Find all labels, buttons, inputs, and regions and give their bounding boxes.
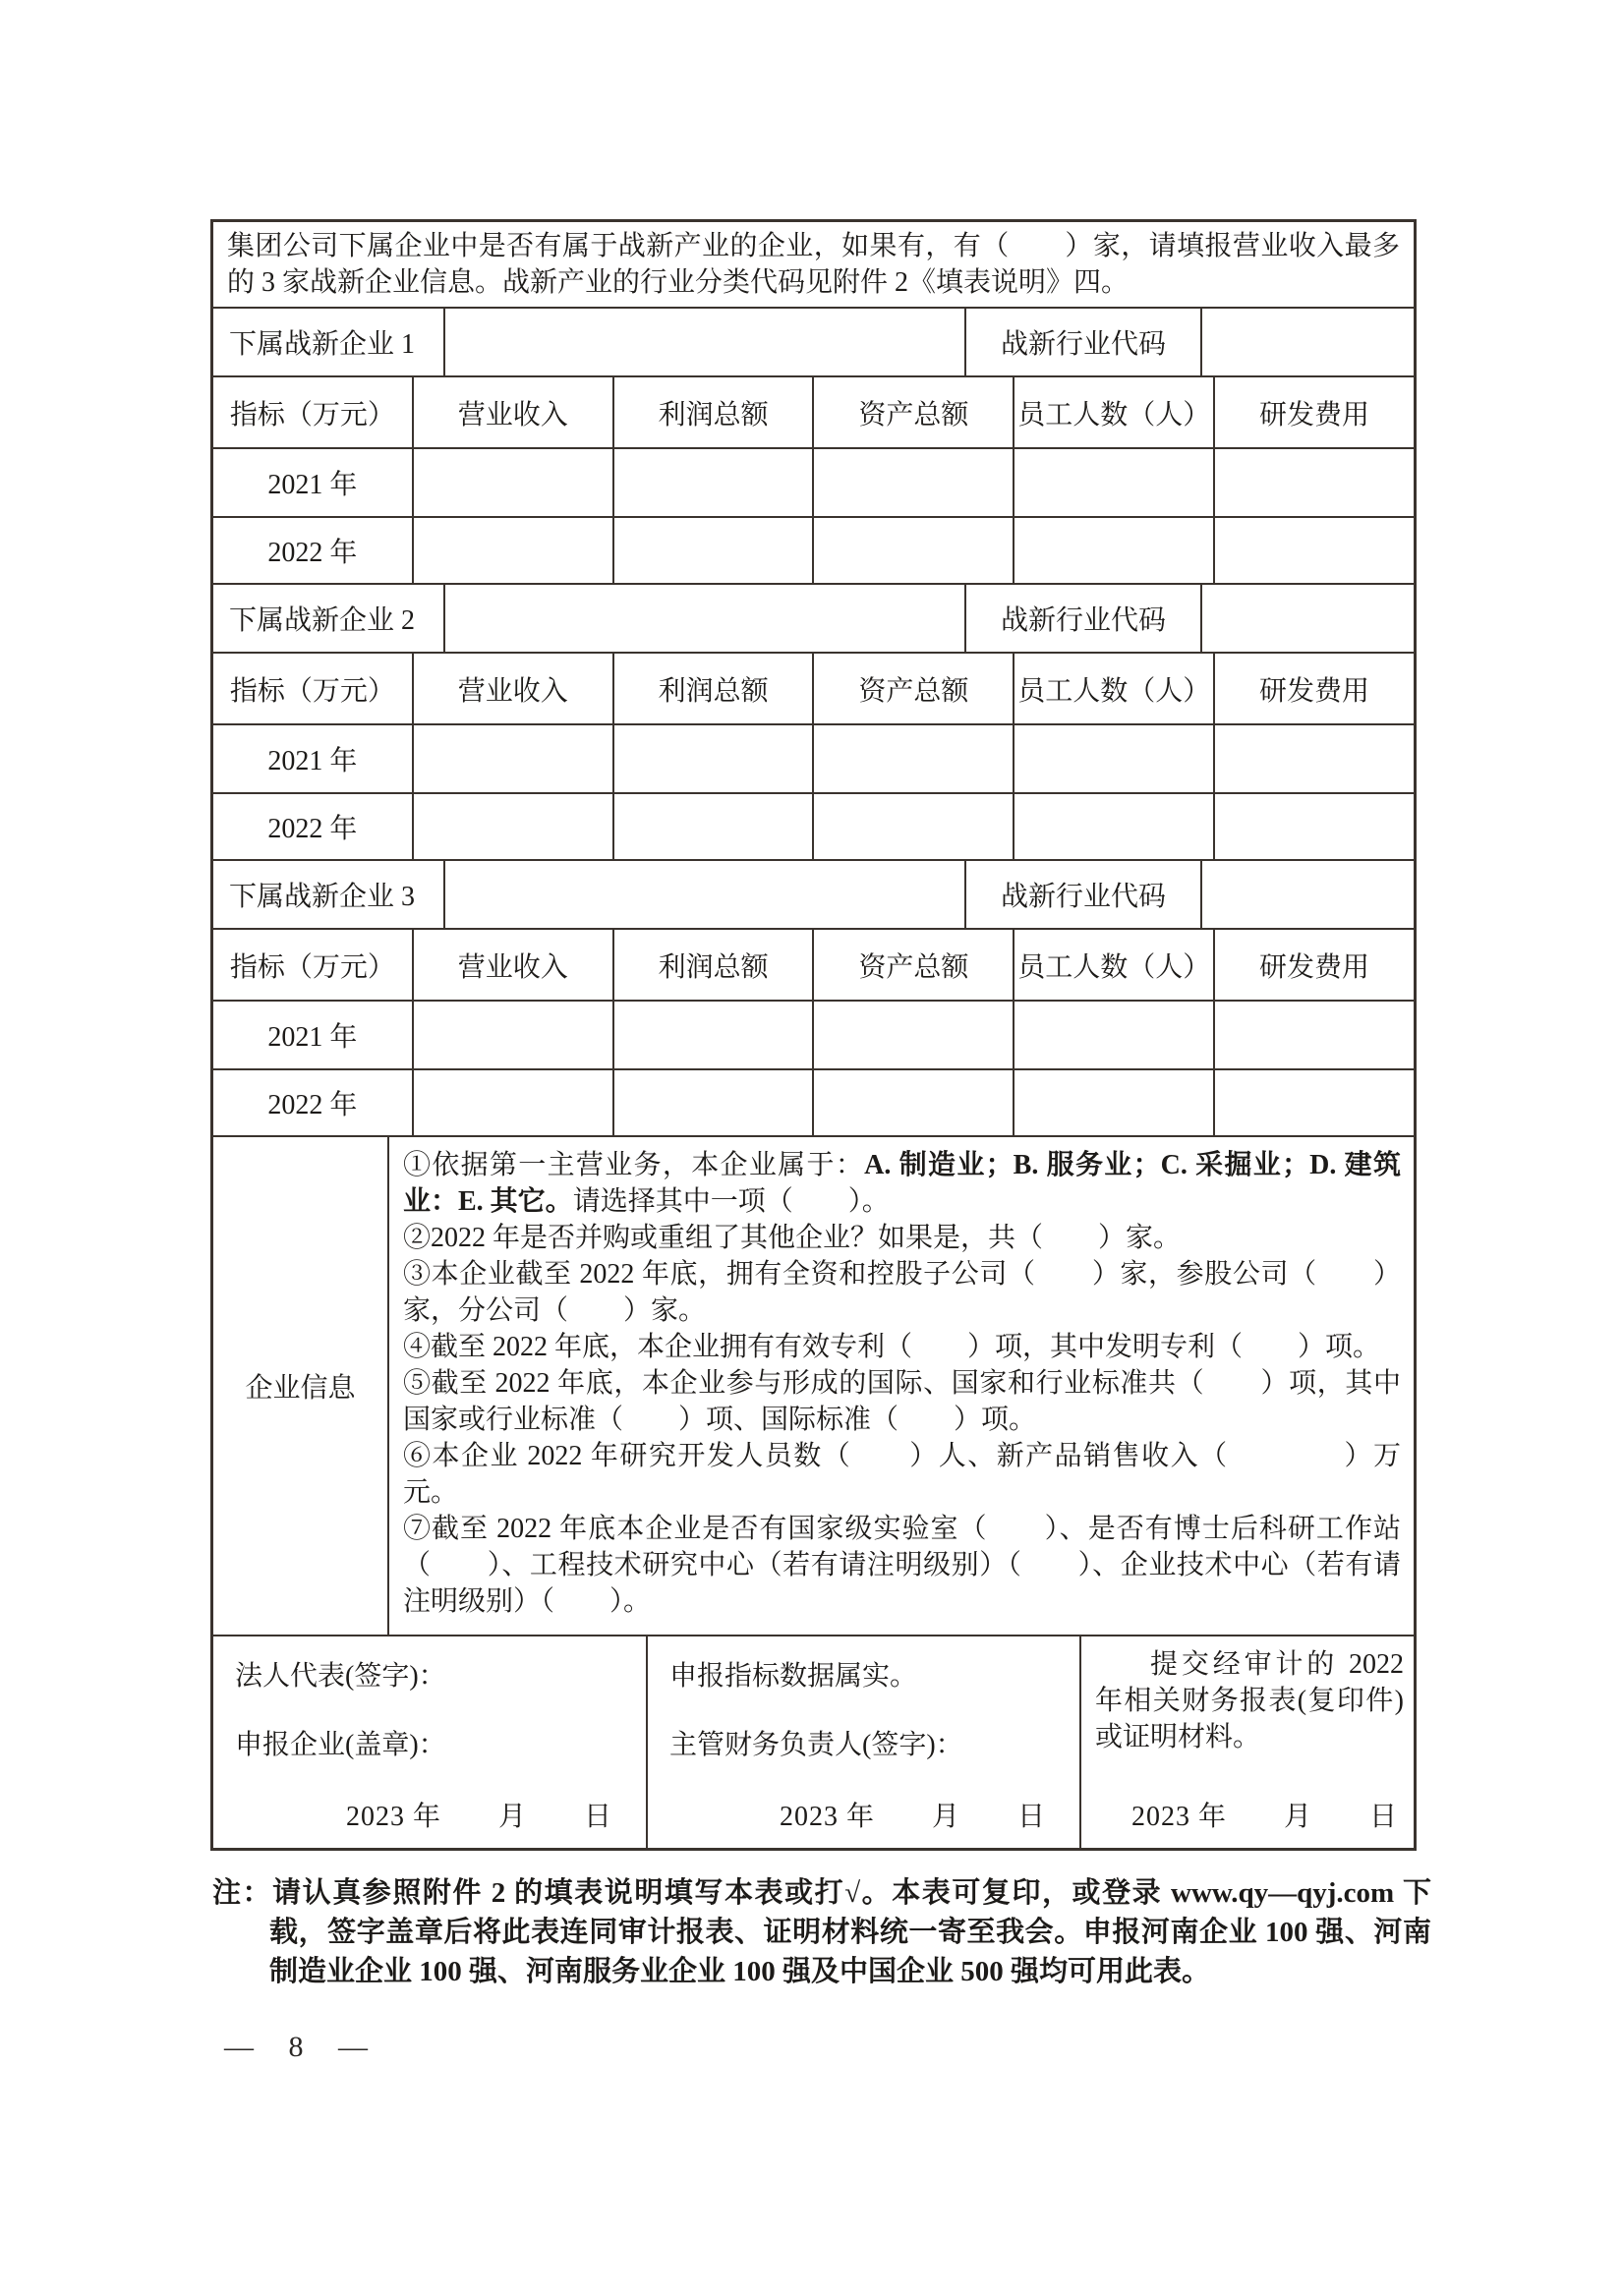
enterprise-3-year-2022-row — [213, 1070, 1414, 1137]
intro-cell — [213, 222, 1414, 307]
year-label: 2021 年 — [213, 725, 414, 792]
audited-report-statement: 提交经审计的 2022 年相关财务报表(复印件)或证明材料。 — [1095, 1649, 1404, 1752]
enterprise-3-label: 下属战新企业 3 — [213, 861, 445, 928]
metric-value-field — [814, 449, 1014, 516]
metric-value-field — [614, 794, 815, 859]
enterprise-2-name-row — [213, 585, 1414, 654]
enterprise-2-name-field — [445, 585, 966, 652]
metrics-header-cell: 研发费用 — [1259, 951, 1370, 983]
metrics-header-cell: 营业收入 — [414, 377, 614, 447]
enterprise-1-name-row — [213, 309, 1414, 377]
signature-legal-rep-cell — [213, 1636, 648, 1848]
metric-value-field — [414, 518, 614, 583]
audited-report-cell — [1081, 1636, 1414, 1848]
enterprise-1-metrics-header — [213, 377, 1414, 449]
company-info-item-7: ⑦截至 2022 年底本企业是否有国家级实验室（ ）、是否有博士后科研工作站（ ）、工程技术研究中心（若有请注明级别）（ ）、企业技术中心（若有请注明级别）（ ）。 — [403, 1514, 1401, 1617]
enterprise-3-year-2021-row — [213, 1002, 1414, 1070]
metric-value-field — [614, 1002, 815, 1068]
metrics-header-cell: 指标（万元） — [213, 654, 414, 723]
metric-value-field — [1215, 449, 1414, 516]
metrics-header-cell: 研发费用 — [1259, 399, 1370, 430]
metric-value-field — [614, 449, 815, 516]
company-info-item-1-pre: ①依据第一主营业务，本企业属于： — [403, 1150, 865, 1180]
signature-date: 2023 年 月 日 — [1130, 1802, 1398, 1832]
metric-value-field — [414, 1070, 614, 1135]
finance-head-signature-label: 主管财务负责人(签字)： — [669, 1730, 963, 1760]
enterprise-1-name-field — [445, 309, 966, 375]
year-label: 2022 年 — [213, 518, 414, 583]
company-info-item-5: ⑤截至 2022 年底，本企业参与形成的国际、国家和行业标准共（ ）项，其中国家或行业标准（ ）项、国际标准（ ）项。 — [403, 1368, 1401, 1435]
company-info-item-4: ④截至 2022 年底，本企业拥有有效专利（ ）项，其中发明专利（ ）项。 — [403, 1332, 1381, 1362]
year-label: 2022 年 — [213, 794, 414, 859]
industry-code-label: 战新行业代码 — [966, 861, 1202, 928]
metrics-header-cell: 营业收入 — [414, 654, 614, 723]
metrics-header-cell: 资产总额 — [814, 654, 1014, 723]
metric-value-field — [614, 1070, 815, 1135]
year-label: 2022 年 — [213, 1070, 414, 1135]
intro-text: 集团公司下属企业中是否有属于战新产业的企业，如果有，有（ ）家，请填报营业收入最多的 3 家战新企业信息。战新产业的行业分类代码见附件 2《填表说明》四。 — [227, 231, 1400, 298]
metric-value-field — [814, 518, 1014, 583]
company-info-item-1 — [403, 1147, 1401, 1220]
enterprise-3-name-row — [213, 861, 1414, 930]
metric-value-field — [614, 518, 815, 583]
year-label: 2021 年 — [213, 1002, 414, 1068]
metrics-header-cell: 资产总额 — [814, 377, 1014, 447]
metric-value-field — [814, 794, 1014, 859]
signature-row — [213, 1636, 1414, 1848]
footnote: 注：请认真参照附件 2 的填表说明填写本表或打√。本表可复印，或登录 www.qy—qyj.com 下载，签字盖章后将此表连同审计报表、证明材料统一寄至我会。申报河南企业 100 强、河南制造业企业 100 强、河南服务业企业 100 强及中国企业 500 强均可用此表。 — [212, 1877, 1431, 1987]
enterprise-1-label: 下属战新企业 1 — [213, 309, 445, 375]
enterprise-3-name-field — [445, 861, 966, 928]
metric-value-field — [1014, 725, 1215, 792]
metric-value-field — [1215, 1002, 1414, 1068]
metrics-header-cell: 员工人数（人） — [1014, 654, 1215, 723]
enterprise-1-year-2022-row — [213, 518, 1414, 585]
company-info-content — [389, 1137, 1414, 1635]
metrics-header-cell: 员工人数（人） — [1014, 377, 1215, 447]
company-info-item-1-post: 请选择其中一项（ ）。 — [572, 1186, 890, 1217]
metric-value-field — [414, 1002, 614, 1068]
company-info-row — [213, 1137, 1414, 1636]
company-info-item-6: ⑥本企业 2022 年研究开发人员数（ ）人、新产品销售收入（ ）万元。 — [403, 1441, 1401, 1508]
metric-value-field — [1014, 1070, 1215, 1135]
company-info-item-1-bold: A. 制造业；B. 服务业；C. 采掘业；D. 建筑业：E. 其它。 — [403, 1150, 1401, 1217]
metric-value-field — [1215, 1070, 1414, 1135]
industry-code-label: 战新行业代码 — [966, 585, 1202, 652]
industry-code-field — [1202, 861, 1414, 928]
metric-value-field — [614, 725, 815, 792]
company-info-item-3: ③本企业截至 2022 年底，拥有全资和控股子公司（ ）家，参股公司（ ）家，分公司（ ）家。 — [403, 1259, 1401, 1326]
metric-value-field — [1014, 1002, 1215, 1068]
intro-row — [213, 222, 1414, 309]
metric-value-field — [414, 794, 614, 859]
industry-code-field — [1202, 585, 1414, 652]
enterprise-3-metrics-header — [213, 930, 1414, 1002]
metric-value-field — [1014, 518, 1215, 583]
metric-value-field — [414, 725, 614, 792]
metrics-header-cell: 员工人数（人） — [1014, 930, 1215, 1000]
metrics-header-cell: 利润总额 — [614, 930, 815, 1000]
company-info-label: 企业信息 — [213, 1137, 389, 1635]
metrics-header-cell: 利润总额 — [614, 377, 815, 447]
metrics-header-cell: 指标（万元） — [213, 377, 414, 447]
signature-date: 2023 年 月 日 — [345, 1802, 612, 1832]
metric-value-field — [1215, 518, 1414, 583]
page-number: — 8 — — [224, 2031, 381, 2063]
metric-value-field — [414, 449, 614, 516]
industry-code-field — [1202, 309, 1414, 375]
metric-value-field — [814, 1002, 1014, 1068]
enterprise-2-year-2022-row — [213, 794, 1414, 861]
industry-code-label: 战新行业代码 — [966, 309, 1202, 375]
metrics-header-cell: 指标（万元） — [213, 930, 414, 1000]
metric-value-field — [1014, 449, 1215, 516]
enterprise-2-label: 下属战新企业 2 — [213, 585, 445, 652]
enterprise-2-metrics-header — [213, 654, 1414, 725]
company-seal-label: 申报企业(盖章)： — [235, 1730, 446, 1760]
metrics-header-cell: 研发费用 — [1259, 675, 1370, 707]
data-truthfulness-statement: 申报指标数据属实。 — [669, 1661, 918, 1692]
signature-date: 2023 年 月 日 — [779, 1802, 1046, 1832]
legal-rep-signature-label: 法人代表(签字)： — [235, 1661, 446, 1692]
year-label: 2021 年 — [213, 449, 414, 516]
enterprise-2-year-2021-row — [213, 725, 1414, 794]
metrics-header-cell: 资产总额 — [814, 930, 1014, 1000]
metric-value-field — [1215, 725, 1414, 792]
company-info-item-2: ②2022 年是否并购或重组了其他企业？如果是，共（ ）家。 — [403, 1223, 1182, 1253]
signature-finance-cell — [648, 1636, 1081, 1848]
enterprise-1-year-2021-row — [213, 449, 1414, 518]
metric-value-field — [1215, 794, 1414, 859]
declaration-form-table — [210, 219, 1417, 1851]
metrics-header-cell: 利润总额 — [614, 654, 815, 723]
metrics-header-cell: 营业收入 — [414, 930, 614, 1000]
metric-value-field — [1014, 794, 1215, 859]
metric-value-field — [814, 725, 1014, 792]
metric-value-field — [814, 1070, 1014, 1135]
